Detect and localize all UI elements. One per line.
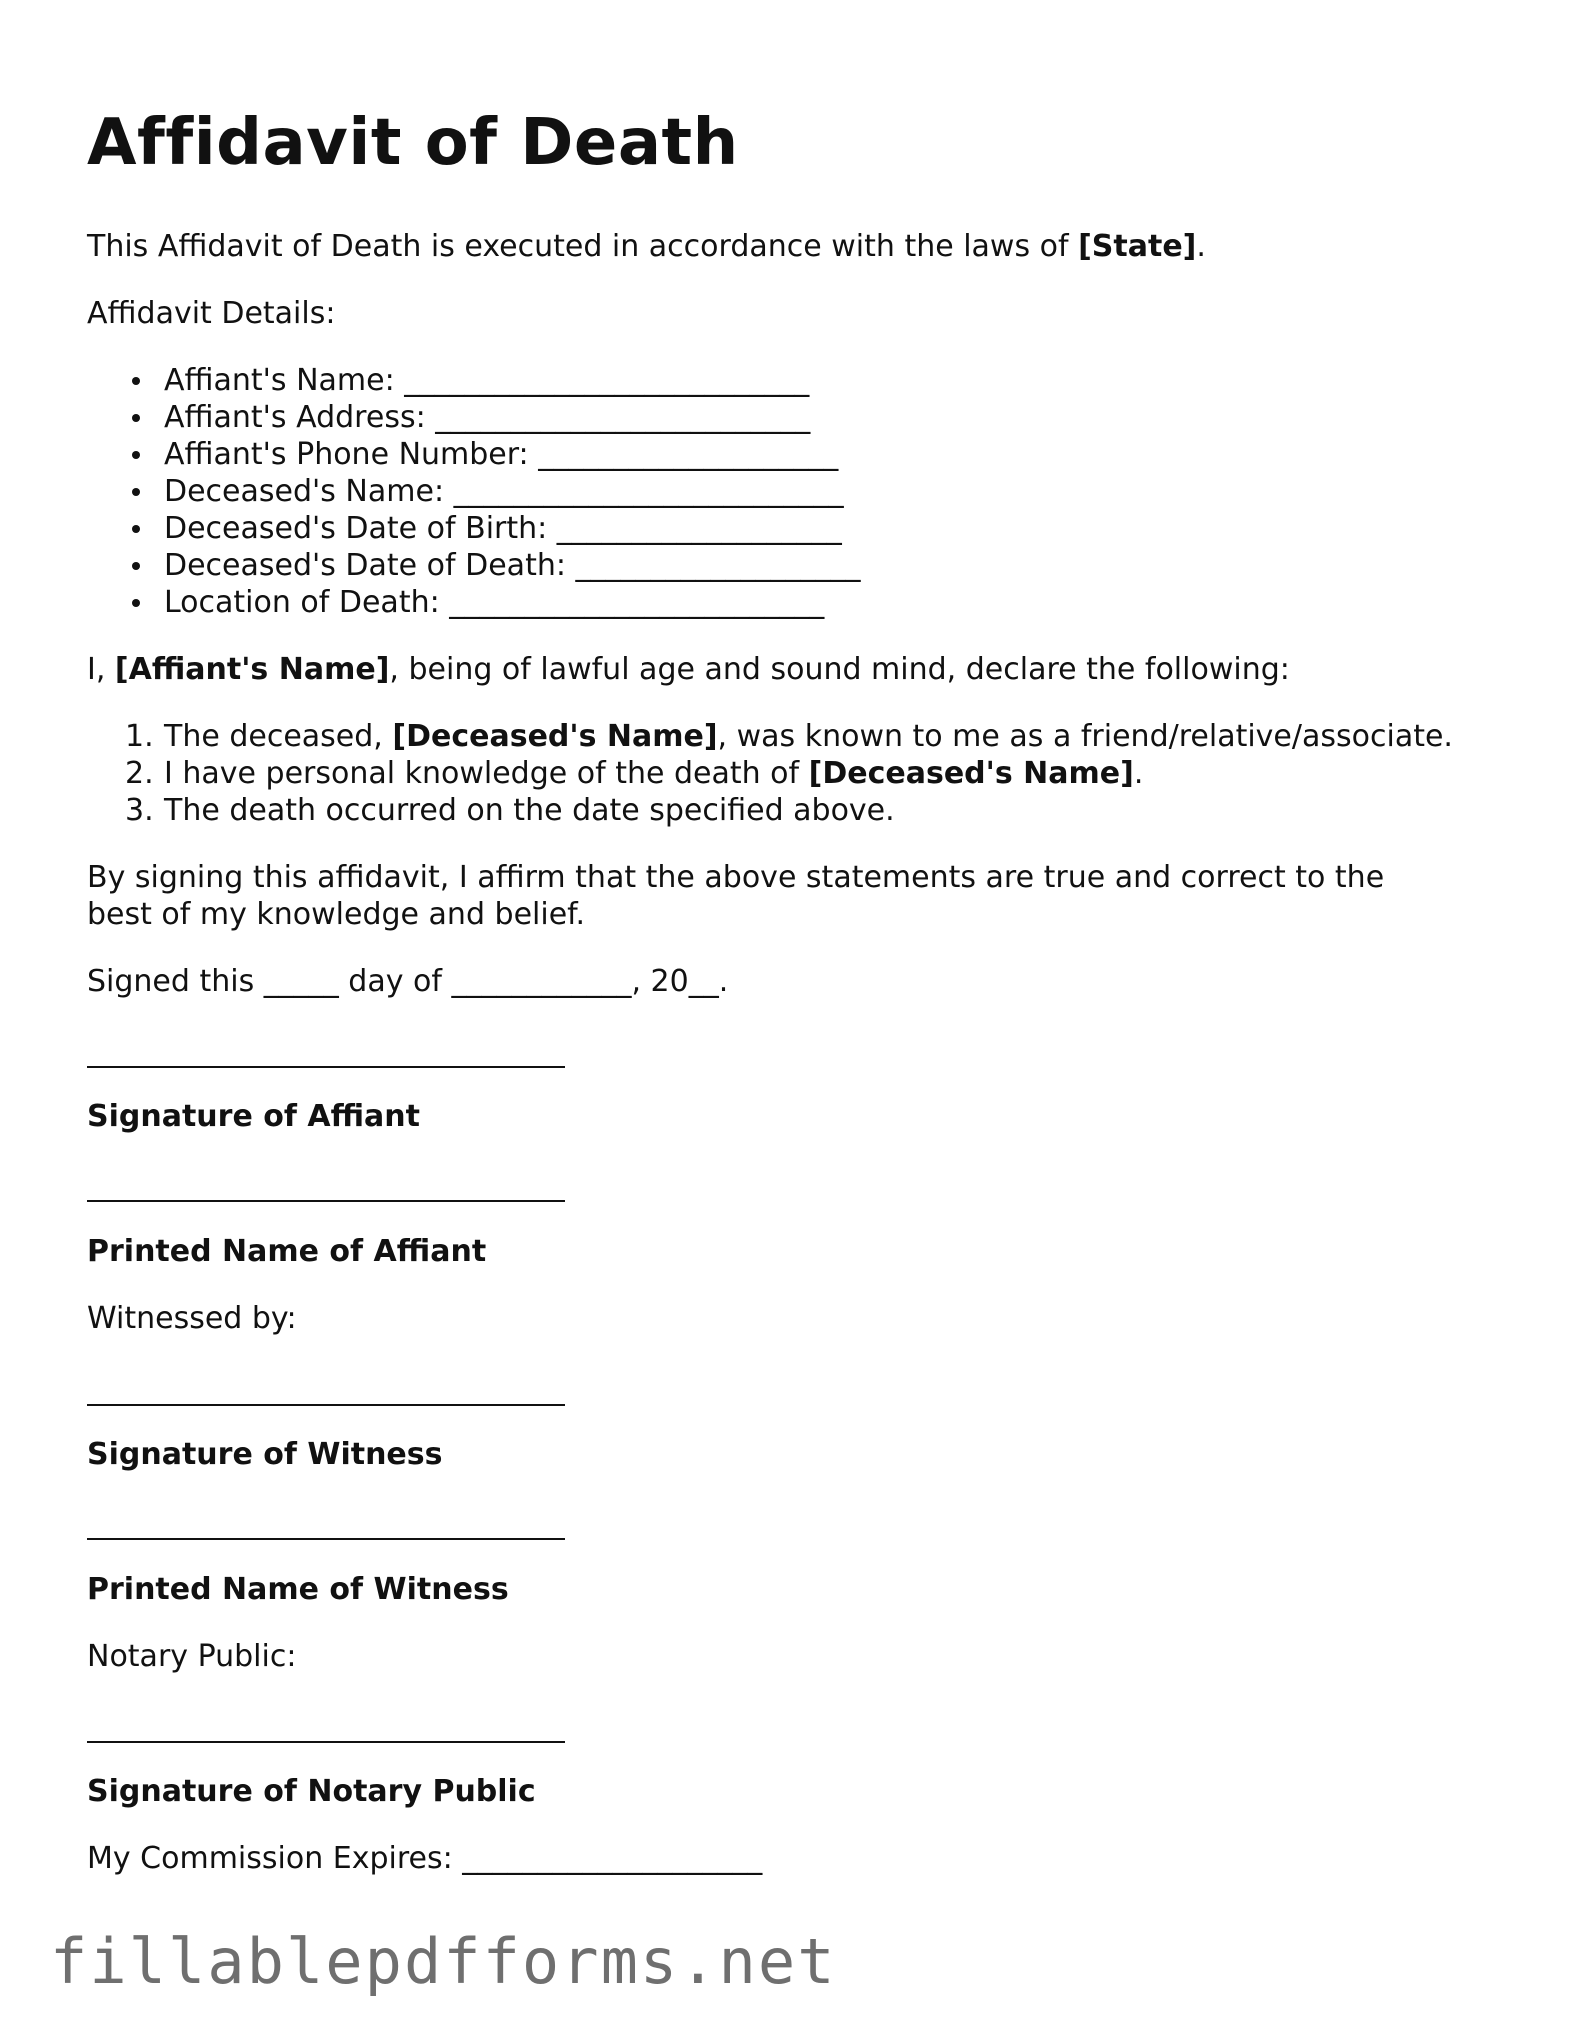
affirmation-line-2: best of my knowledge and belief.	[87, 897, 586, 932]
intro-suffix: .	[1196, 229, 1206, 264]
list-item: Affiant's Name: ___________________________	[87, 362, 861, 399]
list-item	[87, 755, 1453, 792]
signed-date-line: Signed this _____ day of ____________, 20__.	[87, 964, 729, 999]
deceased-name-placeholder: [Deceased's Name]	[808, 756, 1134, 791]
deceased-name-placeholder: [Deceased's Name]	[392, 719, 718, 754]
statement-number: 3.	[125, 793, 154, 828]
list-item: Deceased's Date of Birth: ___________________	[87, 510, 861, 547]
statement-text: The death occurred on the date specified above.	[164, 793, 895, 828]
statement-number: 1.	[125, 719, 154, 754]
statements-list	[87, 718, 1453, 829]
list-item: Location of Death: _________________________	[87, 584, 861, 621]
witness-printed-name-line[interactable]	[87, 1538, 565, 1540]
list-item: Deceased's Date of Death: ___________________	[87, 547, 861, 584]
list-item: Affiant's Address: _________________________	[87, 399, 861, 436]
affiant-printed-name-line[interactable]	[87, 1200, 565, 1202]
declaration-paragraph	[87, 651, 1290, 688]
list-item	[87, 718, 1453, 755]
details-heading: Affidavit Details:	[87, 296, 336, 331]
affiant-signature-label: Signature of Affiant	[87, 1099, 420, 1134]
intro-prefix: This Affidavit of Death is executed in accordance with the laws of	[87, 229, 1079, 264]
notary-public-label: Notary Public:	[87, 1639, 297, 1674]
intro-paragraph	[87, 228, 1206, 265]
notary-signature-line[interactable]	[87, 1741, 565, 1743]
statement-suffix: , was known to me as a friend/relative/associate.	[717, 719, 1453, 754]
witnessed-by-label: Witnessed by:	[87, 1301, 297, 1336]
witness-printed-name-label: Printed Name of Witness	[87, 1572, 509, 1607]
declaration-suffix: , being of lawful age and sound mind, declare the following:	[389, 652, 1290, 687]
statement-suffix: .	[1133, 756, 1144, 791]
affiant-printed-name-label: Printed Name of Affiant	[87, 1234, 487, 1269]
declaration-prefix: I,	[87, 652, 115, 687]
statement-prefix: The deceased,	[164, 719, 393, 754]
page-title: Affidavit of Death	[87, 106, 739, 180]
list-item: Deceased's Name: __________________________	[87, 473, 861, 510]
witness-signature-line[interactable]	[87, 1404, 565, 1406]
affiant-signature-line[interactable]	[87, 1066, 565, 1068]
statement-prefix: I have personal knowledge of the death of	[164, 756, 809, 791]
affirmation-line-1: By signing this affidavit, I affirm that the above statements are true and correct to the	[87, 860, 1385, 895]
notary-signature-label: Signature of Notary Public	[87, 1774, 536, 1809]
list-item: Affiant's Phone Number: ____________________	[87, 436, 861, 473]
details-list	[87, 362, 861, 621]
witness-signature-label: Signature of Witness	[87, 1437, 443, 1472]
list-item	[87, 792, 1453, 829]
affiant-name-placeholder: [Affiant's Name]	[114, 652, 390, 687]
state-placeholder: [State]	[1078, 229, 1197, 264]
commission-expires-line: My Commission Expires: ____________________	[87, 1841, 763, 1876]
site-watermark: fillablepdfforms.net	[50, 1925, 837, 1998]
statement-number: 2.	[125, 756, 154, 791]
